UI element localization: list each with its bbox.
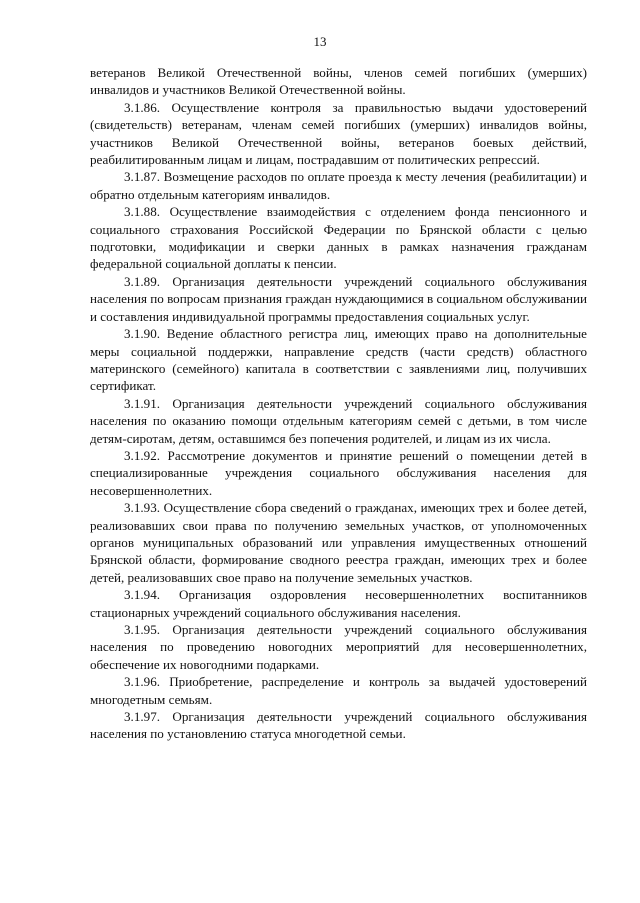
paragraph-3-1-90: 3.1.90. Ведение областного регистра лиц, имеющих право на дополнительные меры социальной поддержки, направление средств (части средств) областного материнского (семейного) капитала в соответствии с заявлениями лиц, получивших сертификат. (90, 326, 587, 394)
paragraph-3-1-97: 3.1.97. Организация деятельности учреждений социального обслуживания населения по установлению статуса многодетной семьи. (90, 709, 587, 742)
paragraph-3-1-87: 3.1.87. Возмещение расходов по оплате проезда к месту лечения (реабилитации) и обратно отдельным категориям инвалидов. (90, 169, 587, 202)
paragraph-3-1-94: 3.1.94. Организация оздоровления несовершеннолетних воспитанников стационарных учреждений социального обслуживания населения. (90, 587, 587, 620)
paragraph-3-1-86: 3.1.86. Осуществление контроля за правильностью выдачи удостоверений (свидетельств) ветеранам, членам семей погибших (умерших) инвалидов войны, участников Великой Отечественной войны, ветеранов боевых действий, реабилитированным лицам и лицам, пострадавшим от политических репрессий. (90, 99, 587, 168)
document-body (90, 64, 587, 743)
page-number: 13 (313, 34, 327, 49)
paragraph-3-1-91: 3.1.91. Организация деятельности учреждений социального обслуживания населения по оказанию помощи отдельным категориям семей с детьми, в том числе детям-сиротам, детям, оставшимся без попечения родителей, и лицам из их числа. (90, 395, 587, 446)
paragraph-3-1-95: 3.1.95. Организация деятельности учреждений социального обслуживания населения по проведению новогодних мероприятий для несовершеннолетних, обеспечение их новогодними подарками. (90, 622, 587, 672)
paragraph-3-1-88: 3.1.88. Осуществление взаимодействия с отделением фонда пенсионного и социального страхования Российской Федерации по Брянской области с целью подготовки, модификации и сверки данных в рамках назначения гражданам федеральной социальной доплаты к пенсии. (90, 204, 587, 272)
paragraph-continuation: ветеранов Великой Отечественной войны, членов семей погибших (умерших) инвалидов и участников Великой Отечественной войны. (90, 65, 587, 98)
paragraph-3-1-92: 3.1.92. Рассмотрение документов и принятие решений о помещении детей в специализированные учреждения социального обслуживания населения для несовершеннолетних. (90, 447, 587, 498)
paragraph-3-1-89: 3.1.89. Организация деятельности учреждений социального обслуживания населения по вопросам признания граждан нуждающимися в социальном обслуживании и составления индивидуальной программы предоставления социальных услуг. (90, 273, 588, 324)
paragraph-3-1-93: 3.1.93. Осуществление сбора сведений о гражданах, имеющих трех и более детей, реализовавших свои права по получению земельных участков, от уполномоченных органов муниципальных образований или управления имущественных отношений Брянской области, формирование сводного реестра граждан, имеющих трех и более детей, реализовавших свое право на получение земельных участков. (90, 500, 587, 585)
paragraph-3-1-96: 3.1.96. Приобретение, распределение и контроль за выдачей удостоверений многодетным семьям. (90, 674, 587, 707)
